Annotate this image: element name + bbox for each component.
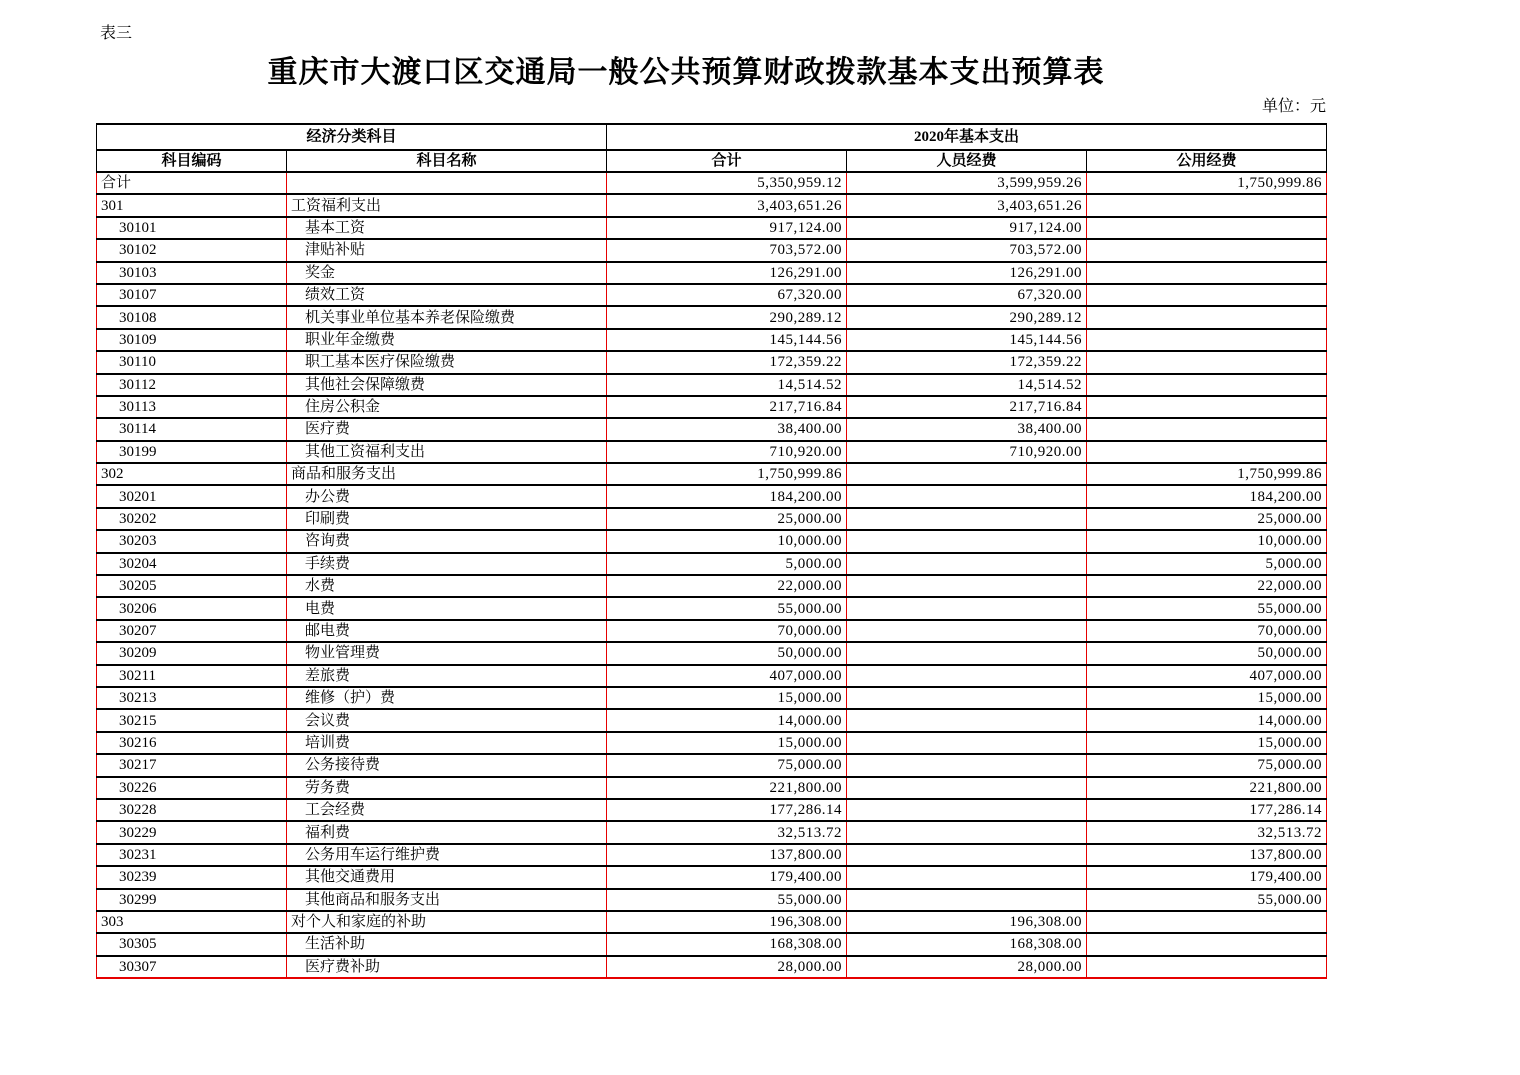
cell-name: 对个人和家庭的补助 bbox=[287, 911, 607, 933]
table-row bbox=[97, 396, 1327, 418]
cell-public-funds: 25,000.00 bbox=[1087, 508, 1327, 530]
cell-personnel: 67,320.00 bbox=[847, 284, 1087, 306]
cell-code: 30110 bbox=[97, 351, 287, 373]
cell-name: 其他交通费用 bbox=[287, 866, 607, 888]
cell-personnel bbox=[847, 485, 1087, 507]
cell-public-funds bbox=[1087, 217, 1327, 239]
cell-code: 合计 bbox=[97, 172, 287, 194]
col-header-subject-name: 科目名称 bbox=[287, 150, 607, 172]
cell-total: 703,572.00 bbox=[607, 239, 847, 261]
cell-personnel: 126,291.00 bbox=[847, 262, 1087, 284]
cell-total: 168,308.00 bbox=[607, 933, 847, 955]
cell-total: 15,000.00 bbox=[607, 732, 847, 754]
cell-total: 75,000.00 bbox=[607, 754, 847, 776]
header-columns-row bbox=[97, 150, 1327, 172]
cell-code: 30112 bbox=[97, 374, 287, 396]
table-row bbox=[97, 351, 1327, 373]
cell-name: 咨询费 bbox=[287, 530, 607, 552]
cell-total: 67,320.00 bbox=[607, 284, 847, 306]
cell-code: 302 bbox=[97, 463, 287, 485]
cell-code: 30201 bbox=[97, 485, 287, 507]
cell-public-funds bbox=[1087, 933, 1327, 955]
cell-name: 津贴补贴 bbox=[287, 239, 607, 261]
cell-total: 15,000.00 bbox=[607, 687, 847, 709]
cell-public-funds: 177,286.14 bbox=[1087, 799, 1327, 821]
header-group-row bbox=[97, 124, 1327, 150]
table-row bbox=[97, 329, 1327, 351]
cell-personnel bbox=[847, 530, 1087, 552]
cell-total: 3,403,651.26 bbox=[607, 194, 847, 216]
page-title: 重庆市大渡口区交通局一般公共预算财政拨款基本支出预算表 bbox=[267, 56, 1105, 89]
cell-total: 25,000.00 bbox=[607, 508, 847, 530]
cell-public-funds: 14,000.00 bbox=[1087, 709, 1327, 731]
cell-total: 22,000.00 bbox=[607, 575, 847, 597]
cell-code: 30216 bbox=[97, 732, 287, 754]
cell-total: 145,144.56 bbox=[607, 329, 847, 351]
cell-total: 126,291.00 bbox=[607, 262, 847, 284]
cell-total: 28,000.00 bbox=[607, 956, 847, 978]
cell-total: 55,000.00 bbox=[607, 889, 847, 911]
table-row bbox=[97, 597, 1327, 619]
cell-personnel: 3,403,651.26 bbox=[847, 194, 1087, 216]
cell-code: 30206 bbox=[97, 597, 287, 619]
table-row bbox=[97, 866, 1327, 888]
col-header-personnel: 人员经费 bbox=[847, 150, 1087, 172]
cell-personnel: 168,308.00 bbox=[847, 933, 1087, 955]
cell-personnel bbox=[847, 597, 1087, 619]
cell-total: 14,514.52 bbox=[607, 374, 847, 396]
cell-name: 住房公积金 bbox=[287, 396, 607, 418]
cell-code: 30213 bbox=[97, 687, 287, 709]
table-row bbox=[97, 665, 1327, 687]
cell-code: 301 bbox=[97, 194, 287, 216]
cell-code: 30299 bbox=[97, 889, 287, 911]
cell-personnel bbox=[847, 687, 1087, 709]
cell-personnel: 196,308.00 bbox=[847, 911, 1087, 933]
unit-label: 单位：元 bbox=[1261, 98, 1326, 115]
header-2020-basic-expenditure: 2020年基本支出 bbox=[607, 124, 1327, 150]
table-number-label: 表三 bbox=[100, 25, 133, 42]
cell-public-funds bbox=[1087, 418, 1327, 440]
cell-name: 差旅费 bbox=[287, 665, 607, 687]
table-row bbox=[97, 239, 1327, 261]
cell-total: 5,350,959.12 bbox=[607, 172, 847, 194]
cell-code: 30114 bbox=[97, 418, 287, 440]
cell-personnel: 145,144.56 bbox=[847, 329, 1087, 351]
col-header-total: 合计 bbox=[607, 150, 847, 172]
cell-public-funds: 15,000.00 bbox=[1087, 687, 1327, 709]
table-row bbox=[97, 956, 1327, 978]
table-row bbox=[97, 575, 1327, 597]
cell-code: 30305 bbox=[97, 933, 287, 955]
cell-code: 30239 bbox=[97, 866, 287, 888]
cell-public-funds: 179,400.00 bbox=[1087, 866, 1327, 888]
cell-code: 30215 bbox=[97, 709, 287, 731]
cell-public-funds bbox=[1087, 284, 1327, 306]
cell-personnel bbox=[847, 844, 1087, 866]
cell-code: 30209 bbox=[97, 642, 287, 664]
cell-name: 培训费 bbox=[287, 732, 607, 754]
cell-total: 14,000.00 bbox=[607, 709, 847, 731]
cell-personnel: 28,000.00 bbox=[847, 956, 1087, 978]
cell-code: 30202 bbox=[97, 508, 287, 530]
cell-personnel bbox=[847, 665, 1087, 687]
cell-personnel bbox=[847, 777, 1087, 799]
cell-public-funds: 70,000.00 bbox=[1087, 620, 1327, 642]
cell-total: 290,289.12 bbox=[607, 306, 847, 328]
cell-public-funds: 137,800.00 bbox=[1087, 844, 1327, 866]
table-row bbox=[97, 889, 1327, 911]
cell-code: 30103 bbox=[97, 262, 287, 284]
cell-public-funds bbox=[1087, 911, 1327, 933]
cell-public-funds bbox=[1087, 374, 1327, 396]
cell-personnel: 38,400.00 bbox=[847, 418, 1087, 440]
cell-public-funds bbox=[1087, 194, 1327, 216]
cell-personnel: 703,572.00 bbox=[847, 239, 1087, 261]
cell-personnel bbox=[847, 642, 1087, 664]
table-row bbox=[97, 709, 1327, 731]
cell-name bbox=[287, 172, 607, 194]
table-row bbox=[97, 194, 1327, 216]
table-row bbox=[97, 217, 1327, 239]
cell-personnel bbox=[847, 889, 1087, 911]
cell-code: 30102 bbox=[97, 239, 287, 261]
cell-total: 177,286.14 bbox=[607, 799, 847, 821]
cell-name: 商品和服务支出 bbox=[287, 463, 607, 485]
cell-public-funds: 1,750,999.86 bbox=[1087, 463, 1327, 485]
table-row bbox=[97, 418, 1327, 440]
cell-personnel: 3,599,959.26 bbox=[847, 172, 1087, 194]
cell-code: 30307 bbox=[97, 956, 287, 978]
cell-name: 印刷费 bbox=[287, 508, 607, 530]
cell-public-funds bbox=[1087, 239, 1327, 261]
table-row bbox=[97, 687, 1327, 709]
cell-total: 5,000.00 bbox=[607, 553, 847, 575]
cell-name: 职工基本医疗保险缴费 bbox=[287, 351, 607, 373]
cell-public-funds: 50,000.00 bbox=[1087, 642, 1327, 664]
table-row bbox=[97, 844, 1327, 866]
col-header-public-funds: 公用经费 bbox=[1087, 150, 1327, 172]
cell-personnel: 290,289.12 bbox=[847, 306, 1087, 328]
table-row bbox=[97, 933, 1327, 955]
cell-code: 30205 bbox=[97, 575, 287, 597]
header-economic-classification: 经济分类科目 bbox=[97, 124, 607, 150]
cell-personnel bbox=[847, 508, 1087, 530]
table-row bbox=[97, 441, 1327, 463]
cell-code: 30108 bbox=[97, 306, 287, 328]
cell-name: 邮电费 bbox=[287, 620, 607, 642]
cell-name: 其他工资福利支出 bbox=[287, 441, 607, 463]
cell-code: 30204 bbox=[97, 553, 287, 575]
cell-public-funds: 221,800.00 bbox=[1087, 777, 1327, 799]
cell-total: 32,513.72 bbox=[607, 821, 847, 843]
cell-total: 70,000.00 bbox=[607, 620, 847, 642]
cell-personnel bbox=[847, 553, 1087, 575]
cell-public-funds: 32,513.72 bbox=[1087, 821, 1327, 843]
table-row bbox=[97, 508, 1327, 530]
table-row bbox=[97, 911, 1327, 933]
cell-code: 30207 bbox=[97, 620, 287, 642]
cell-public-funds: 15,000.00 bbox=[1087, 732, 1327, 754]
cell-code: 30226 bbox=[97, 777, 287, 799]
cell-code: 30211 bbox=[97, 665, 287, 687]
table-row bbox=[97, 284, 1327, 306]
cell-public-funds: 10,000.00 bbox=[1087, 530, 1327, 552]
cell-total: 10,000.00 bbox=[607, 530, 847, 552]
table-row bbox=[97, 754, 1327, 776]
cell-total: 710,920.00 bbox=[607, 441, 847, 463]
table-row bbox=[97, 620, 1327, 642]
cell-total: 917,124.00 bbox=[607, 217, 847, 239]
cell-name: 物业管理费 bbox=[287, 642, 607, 664]
cell-personnel: 917,124.00 bbox=[847, 217, 1087, 239]
cell-personnel bbox=[847, 620, 1087, 642]
table-body bbox=[97, 172, 1327, 978]
cell-total: 1,750,999.86 bbox=[607, 463, 847, 485]
cell-personnel bbox=[847, 754, 1087, 776]
table-row bbox=[97, 732, 1327, 754]
cell-name: 会议费 bbox=[287, 709, 607, 731]
cell-personnel bbox=[847, 821, 1087, 843]
table-row bbox=[97, 777, 1327, 799]
cell-public-funds: 184,200.00 bbox=[1087, 485, 1327, 507]
cell-public-funds bbox=[1087, 329, 1327, 351]
cell-total: 217,716.84 bbox=[607, 396, 847, 418]
table-row bbox=[97, 530, 1327, 552]
cell-code: 30109 bbox=[97, 329, 287, 351]
cell-total: 172,359.22 bbox=[607, 351, 847, 373]
cell-name: 生活补助 bbox=[287, 933, 607, 955]
cell-public-funds bbox=[1087, 262, 1327, 284]
cell-personnel bbox=[847, 866, 1087, 888]
cell-code: 30217 bbox=[97, 754, 287, 776]
cell-total: 407,000.00 bbox=[607, 665, 847, 687]
table-row bbox=[97, 374, 1327, 396]
cell-name: 基本工资 bbox=[287, 217, 607, 239]
cell-name: 福利费 bbox=[287, 821, 607, 843]
cell-public-funds: 407,000.00 bbox=[1087, 665, 1327, 687]
cell-name: 医疗费补助 bbox=[287, 956, 607, 978]
cell-code: 30229 bbox=[97, 821, 287, 843]
cell-personnel bbox=[847, 709, 1087, 731]
table-row bbox=[97, 463, 1327, 485]
cell-name: 电费 bbox=[287, 597, 607, 619]
cell-public-funds: 75,000.00 bbox=[1087, 754, 1327, 776]
cell-name: 维修（护）费 bbox=[287, 687, 607, 709]
cell-code: 30107 bbox=[97, 284, 287, 306]
cell-public-funds: 55,000.00 bbox=[1087, 889, 1327, 911]
cell-personnel bbox=[847, 463, 1087, 485]
cell-personnel bbox=[847, 575, 1087, 597]
cell-code: 30231 bbox=[97, 844, 287, 866]
table-row bbox=[97, 485, 1327, 507]
table-row bbox=[97, 306, 1327, 328]
table-row bbox=[97, 553, 1327, 575]
cell-name: 公务用车运行维护费 bbox=[287, 844, 607, 866]
cell-personnel bbox=[847, 799, 1087, 821]
cell-total: 221,800.00 bbox=[607, 777, 847, 799]
cell-personnel: 172,359.22 bbox=[847, 351, 1087, 373]
cell-name: 绩效工资 bbox=[287, 284, 607, 306]
table-row bbox=[97, 172, 1327, 194]
cell-total: 38,400.00 bbox=[607, 418, 847, 440]
cell-name: 手续费 bbox=[287, 553, 607, 575]
cell-name: 奖金 bbox=[287, 262, 607, 284]
cell-personnel bbox=[847, 732, 1087, 754]
cell-code: 30113 bbox=[97, 396, 287, 418]
cell-name: 职业年金缴费 bbox=[287, 329, 607, 351]
cell-code: 30203 bbox=[97, 530, 287, 552]
cell-code: 303 bbox=[97, 911, 287, 933]
cell-name: 工会经费 bbox=[287, 799, 607, 821]
table-header bbox=[97, 124, 1327, 172]
cell-name: 其他商品和服务支出 bbox=[287, 889, 607, 911]
cell-name: 其他社会保障缴费 bbox=[287, 374, 607, 396]
cell-code: 30101 bbox=[97, 217, 287, 239]
cell-public-funds: 1,750,999.86 bbox=[1087, 172, 1327, 194]
cell-public-funds: 55,000.00 bbox=[1087, 597, 1327, 619]
cell-public-funds bbox=[1087, 351, 1327, 373]
cell-personnel: 710,920.00 bbox=[847, 441, 1087, 463]
cell-total: 137,800.00 bbox=[607, 844, 847, 866]
cell-code: 30199 bbox=[97, 441, 287, 463]
cell-personnel: 14,514.52 bbox=[847, 374, 1087, 396]
cell-total: 179,400.00 bbox=[607, 866, 847, 888]
cell-public-funds bbox=[1087, 956, 1327, 978]
cell-name: 劳务费 bbox=[287, 777, 607, 799]
cell-public-funds bbox=[1087, 306, 1327, 328]
cell-name: 公务接待费 bbox=[287, 754, 607, 776]
col-header-subject-code: 科目编码 bbox=[97, 150, 287, 172]
table-row bbox=[97, 262, 1327, 284]
table-row bbox=[97, 642, 1327, 664]
cell-public-funds bbox=[1087, 396, 1327, 418]
cell-total: 184,200.00 bbox=[607, 485, 847, 507]
cell-name: 机关事业单位基本养老保险缴费 bbox=[287, 306, 607, 328]
cell-name: 办公费 bbox=[287, 485, 607, 507]
cell-name: 医疗费 bbox=[287, 418, 607, 440]
cell-total: 50,000.00 bbox=[607, 642, 847, 664]
cell-public-funds: 22,000.00 bbox=[1087, 575, 1327, 597]
cell-total: 196,308.00 bbox=[607, 911, 847, 933]
cell-public-funds: 5,000.00 bbox=[1087, 553, 1327, 575]
budget-table bbox=[96, 123, 1327, 979]
cell-name: 水费 bbox=[287, 575, 607, 597]
table-row bbox=[97, 821, 1327, 843]
cell-public-funds bbox=[1087, 441, 1327, 463]
cell-name: 工资福利支出 bbox=[287, 194, 607, 216]
cell-personnel: 217,716.84 bbox=[847, 396, 1087, 418]
cell-code: 30228 bbox=[97, 799, 287, 821]
cell-total: 55,000.00 bbox=[607, 597, 847, 619]
table-row bbox=[97, 799, 1327, 821]
